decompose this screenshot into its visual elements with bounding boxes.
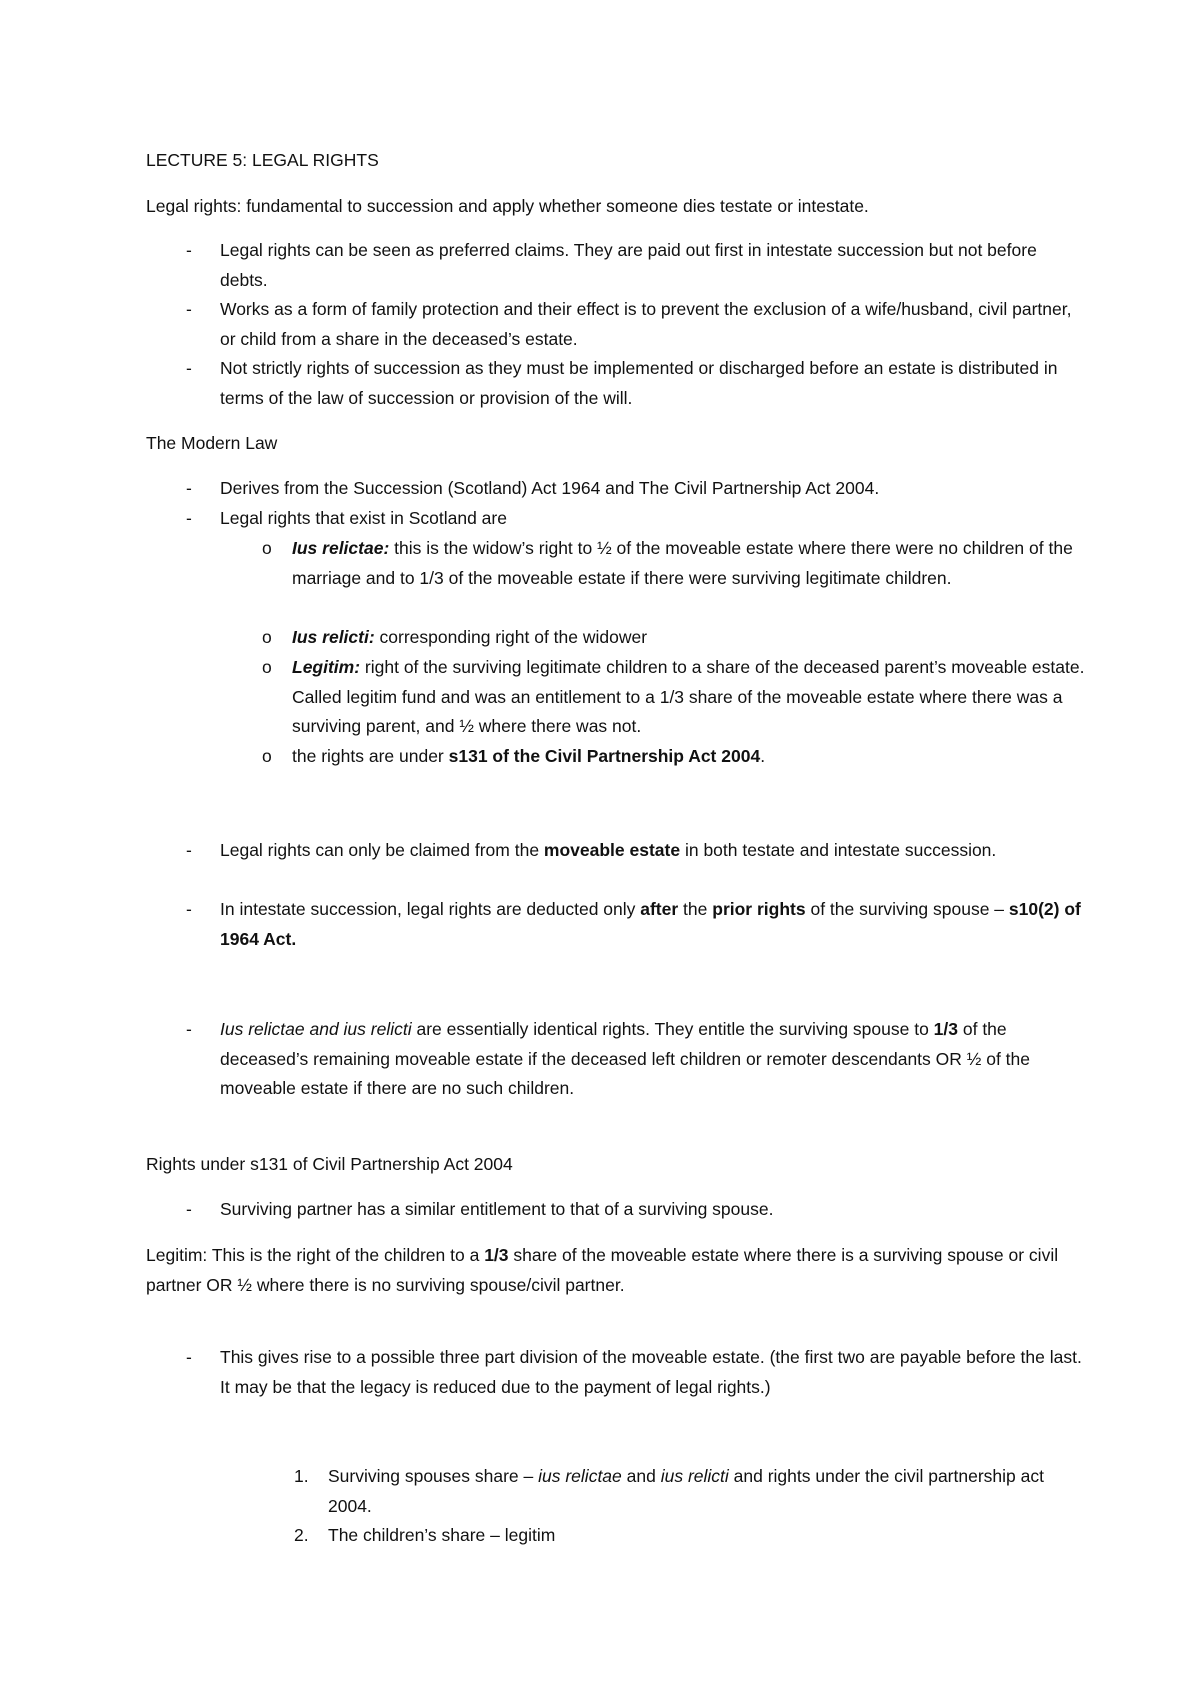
intro-paragraph: Legal rights: fundamental to succession and apply whether someone dies testate or intestate. [146, 196, 869, 216]
bold-term: after [640, 899, 679, 919]
bullet-text: Legal rights can only be claimed from the [220, 840, 544, 860]
bullet-text: of the deceased’s remaining moveable estate if the deceased left children or remoter descendants OR ½ of the moveable estate if there are no such children. [220, 1019, 1031, 1099]
modern-law-bullet [220, 895, 1086, 954]
term-legitim: Legitim: [292, 657, 361, 677]
bullet-marker: - [186, 1199, 192, 1219]
bullet-marker: - [186, 358, 192, 378]
bullet-marker: - [186, 1347, 192, 1367]
legitim-bullet: This gives rise to a possible three part division of the moveable estate. (the first two are payable before the last. It may be that the legacy is reduced due to the payment of legal rights.) [220, 1347, 1082, 1397]
s131-bullet: Surviving partner has a similar entitlement to that of a surviving spouse. [220, 1199, 774, 1219]
item-text: and rights under the civil partnership act 2004. [328, 1466, 1044, 1516]
intro-bullet: Works as a form of family protection and their effect is to prevent the exclusion of a wife/husband, civil partner, or child from a share in the deceased’s estate. [220, 299, 1072, 349]
bold-term: moveable estate [543, 840, 681, 860]
bullet-text: the [678, 899, 713, 919]
sub-bullet-text: right of the surviving legitimate children to a share of the deceased parent’s moveable estate. Called legitim fund and was an entitlement to a 1/3 share of the moveable estate where there was a surviving parent, and ½ where there was not. [292, 657, 1085, 737]
bullet-marker: - [186, 299, 192, 319]
sub-bullet-legitim [292, 653, 1092, 742]
section-heading-modern-law: The Modern Law [146, 433, 278, 453]
modern-law-bullet [220, 836, 1086, 866]
item-text: Surviving spouses share – [328, 1466, 539, 1486]
bullet-text: In intestate succession, legal rights are deducted only [220, 899, 641, 919]
bold-term: 1/3 [933, 1019, 958, 1039]
bullet-text: in both testate and intestate succession. [680, 840, 997, 860]
bullet-marker: - [186, 508, 192, 528]
sub-bullet-s131 [292, 742, 1092, 772]
bullet-marker: - [186, 899, 192, 919]
sub-bullet-text: . [760, 746, 766, 766]
bullet-text: of the surviving spouse – [805, 899, 1009, 919]
modern-law-bullet: Derives from the Succession (Scotland) Act 1964 and The Civil Partnership Act 2004. [220, 478, 880, 498]
bold-reference: s10(2) of 1964 Act. [220, 899, 1081, 949]
sub-bullet-text: corresponding right of the widower [374, 627, 648, 647]
italic-term: ius relictae [538, 1466, 622, 1486]
bullet-marker: - [186, 240, 192, 260]
sub-bullet-marker: o [262, 538, 272, 558]
modern-law-bullet: Legal rights that exist in Scotland are [220, 508, 507, 528]
sub-bullet-marker: o [262, 746, 272, 766]
italic-term: Ius relictae and ius relicti [220, 1019, 412, 1039]
item-text: and [621, 1466, 661, 1486]
sub-bullet-text: this is the widow’s right to ½ of the moveable estate where there were no children of the marriage and to 1/3 of the moveable estate if there were surviving legitimate children. [292, 538, 1073, 588]
italic-term: ius relicti [660, 1466, 729, 1486]
bold-reference: s131 of the Civil Partnership Act 2004 [448, 746, 761, 766]
sub-bullet-marker: o [262, 627, 272, 647]
page-title: LECTURE 5: LEGAL RIGHTS [146, 150, 379, 170]
bold-term: prior rights [712, 899, 806, 919]
bullet-marker: - [186, 1019, 192, 1039]
section-heading-s131: Rights under s131 of Civil Partnership Act 2004 [146, 1154, 513, 1174]
term-ius-relictae: Ius relictae: [292, 538, 390, 558]
intro-bullet: Legal rights can be seen as preferred claims. They are paid out first in intestate succession but not before debts. [220, 240, 1037, 290]
modern-law-bullet [220, 1015, 1086, 1104]
sub-bullet-ius-relicti [292, 623, 1092, 653]
sub-bullet-marker: o [262, 657, 272, 677]
bullet-marker: - [186, 478, 192, 498]
term-ius-relicti: Ius relicti: [292, 627, 375, 647]
sub-bullet-ius-relictae [292, 534, 1092, 593]
bold-term: 1/3 [484, 1245, 509, 1265]
list-number: 2. [294, 1525, 309, 1545]
bullet-text: are essentially identical rights. They entitle the surviving spouse to [411, 1019, 934, 1039]
paragraph-text: share of the moveable estate where there is a surviving spouse or civil partner OR ½ where there is no surviving spouse/civil partner. [146, 1245, 1059, 1295]
list-number: 1. [294, 1466, 309, 1486]
sub-bullet-text: the rights are under [292, 746, 449, 766]
intro-bullet: Not strictly rights of succession as they must be implemented or discharged before an estate is distributed in terms of the law of succession or provision of the will. [220, 358, 1058, 408]
legitim-paragraph [146, 1241, 1086, 1300]
bullet-marker: - [186, 840, 192, 860]
paragraph-text: Legitim: This is the right of the children to a [146, 1245, 485, 1265]
numbered-item: The children’s share – legitim [328, 1525, 556, 1545]
numbered-item [328, 1462, 1088, 1521]
